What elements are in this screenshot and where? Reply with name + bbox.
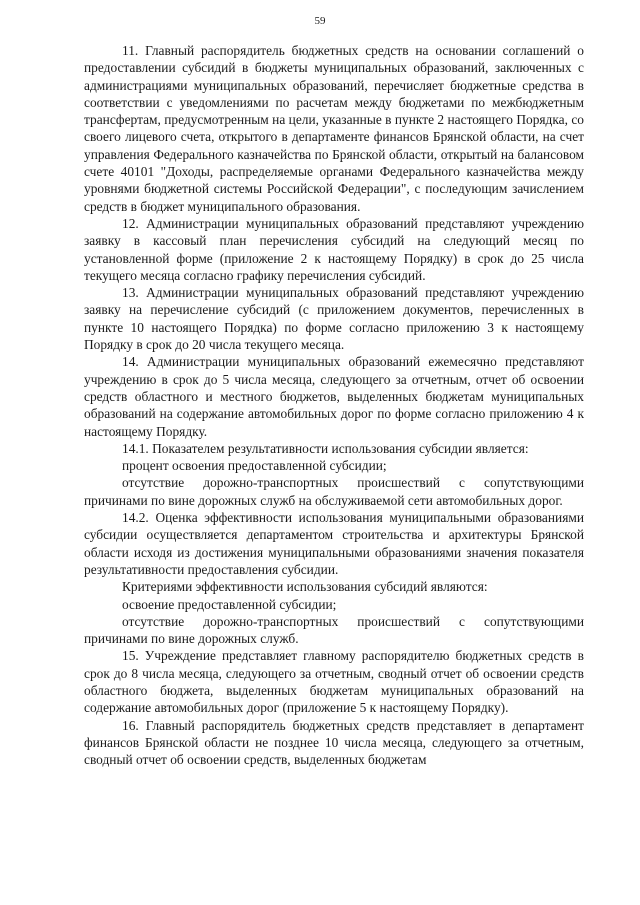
criteria-item-1: освоение предоставленной субсидии; (122, 596, 337, 612)
page-number: 59 (314, 15, 326, 27)
paragraph-12: 12. Администрации муниципальных образований представляют учреждению заявку в кассовый план перечисления субсидий на следующий месяц по установленной форме (приложение 2 к настоящему Порядку) в срок до 25 числа текущего месяца согласно графику перечисления субсидий. (84, 215, 584, 283)
paragraph-15: 15. Учреждение представляет главному распорядителю бюджетных средств в срок до 8 числа месяца, следующего за отчетным, сводный отчет об освоении средств областного бюджета, выделенных бюджетам муниципальных образований на содержание автомобильных дорог (приложение 5 к настоящему Порядку). (84, 648, 584, 716)
indicator-item-2: отсутствие дорожно-транспортных происшествий с сопутствующими причинами по вине дорожных служб на обслуживаемой сети автомобильных дорог. (84, 475, 584, 508)
paragraph-14-2: 14.2. Оценка эффективности использования муниципальными образованиями субсидии осуществляется департаментом строительства и архитектуры Брянской области исходя из достижения муниципальными образованиями значения показателя результативности предоставления субсидии. (84, 510, 584, 577)
criteria-item-2: отсутствие дорожно-транспортных происшествий с сопутствующими причинами по вине дорожных служб. (84, 613, 584, 647)
indicator-item-1: процент освоения предоставленной субсидии; (122, 458, 387, 474)
document-body (84, 42, 584, 768)
paragraph-14-1: 14.1. Показателем результативности использования субсидии является: (122, 440, 529, 456)
paragraph-11: 11. Главный распорядитель бюджетных средств на основании соглашений о предоставлении субсидий в бюджеты муниципальных образований, заключенных с администрациями муниципальных образований, перечисляет бюджетные средства в соответствии с уведомлениями по расчетам между бюджетами по межбюджетным трансфертам, предусмотренным на цели, указанные в пункте 2 настоящего Порядка, со своего лицевого счета, открытого в департаменте финансов Брянской области, на счет управления Федерального казначейства по Брянской области, открытый на балансовом счете 40101 "Доходы, распределяемые органами Федерального казначейства между уровнями бюджетной системы Российской Федерации", с последующим зачислением средств в бюджет муниципального образования. (84, 43, 584, 214)
criteria-heading: Критериями эффективности использования субсидий являются: (122, 579, 488, 595)
paragraph-14: 14. Администрации муниципальных образований ежемесячно представляют учреждению в срок до 5 числа месяца, следующего за отчетным, отчет об освоении средств областного и местного бюджетов, выделенных бюджетам муниципальных образований на содержание автомобильных дорог по форме согласно приложению 4 к настоящему Порядку. (84, 354, 584, 439)
paragraph-13: 13. Администрации муниципальных образований представляют учреждению заявку на перечисление субсидий (с приложением документов, перечисленных в пункте 10 настоящего Порядка) по форме согласно приложению 3 к настоящему Порядку в срок до 20 числа текущего месяца. (84, 285, 584, 353)
paragraph-16: 16. Главный распорядитель бюджетных средств представляет в департамент финансов Брянской области не позднее 10 числа месяца, следующего за отчетным, сводный отчет об освоении средств, выделенных бюджетам (84, 717, 584, 768)
